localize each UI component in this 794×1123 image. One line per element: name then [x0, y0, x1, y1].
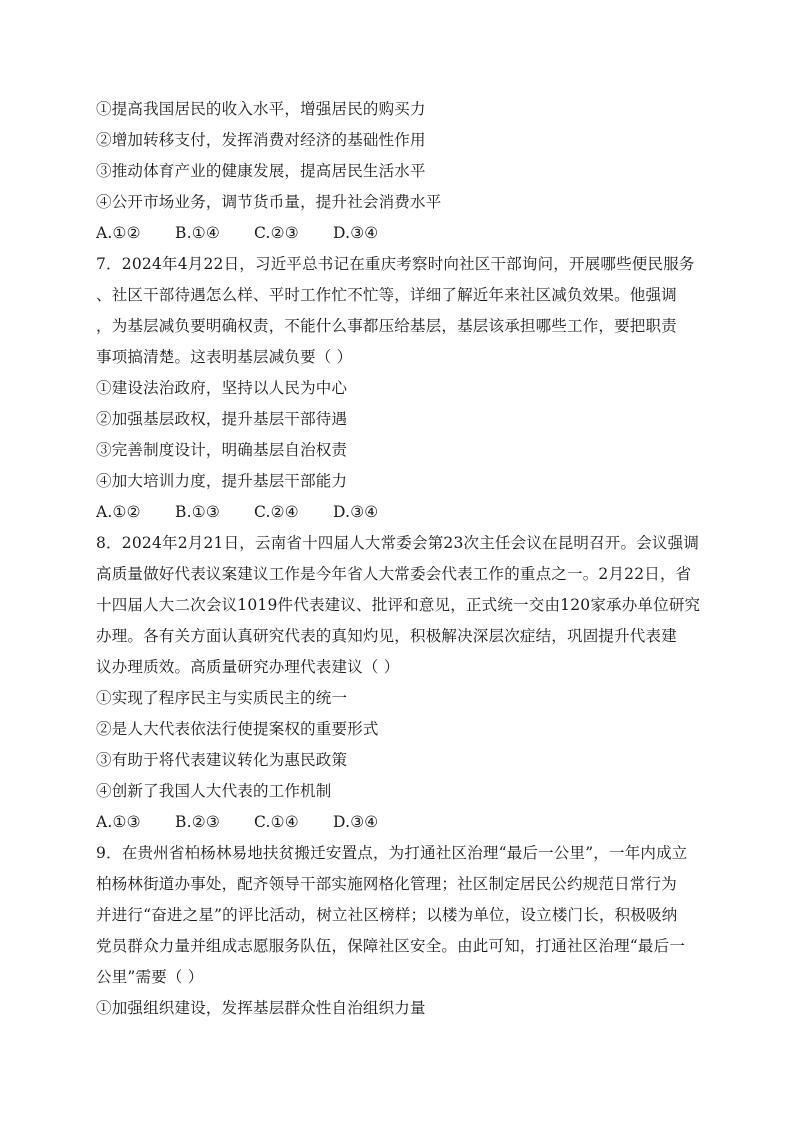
answer-choice-a: A.①③ [96, 813, 141, 831]
answer-choice-b: B.①③ [175, 503, 220, 521]
answer-choice-c: C.②④ [254, 503, 299, 521]
question-stem-line: 十四届人大二次会议1019件代表建议、批评和意见，正式统一交由120家承办单位研究 [96, 596, 701, 614]
question-stem-line: 9．在贵州省柏杨林易地扶贫搬迁安置点，为打通社区治理“最后一公里”，一年内成立 [96, 844, 688, 862]
option-line: ③有助于将代表建议转化为惠民政策 [96, 751, 348, 769]
answer-choice-d: D.③④ [333, 813, 379, 831]
page-content [96, 94, 708, 1024]
option-line: ④加大培训力度，提升基层干部能力 [96, 472, 348, 490]
question-6-options [96, 94, 708, 249]
question-stem-line: 议办理质效。高质量研究办理代表建议（ ） [96, 658, 400, 676]
answer-choice-d: D.③④ [333, 503, 379, 521]
option-line: ②加强基层政权，提升基层干部待遇 [96, 410, 348, 428]
question-stem-line: 公里”需要（ ） [96, 968, 204, 986]
answer-choice-c: C.②③ [254, 224, 299, 242]
question-stem-line: 、社区干部待遇怎么样、平时工作忙不忙等，详细了解近年来社区减负效果。他强调 [96, 286, 677, 304]
question-stem-line: 高质量做好代表议案建议工作是今年省人大常委会代表工作的重点之一。2月22日，省 [96, 565, 692, 583]
answer-choices [96, 807, 708, 838]
option-line: ①加强组织建设，发挥基层群众性自治组织力量 [96, 999, 426, 1017]
answer-choice-b: B.①④ [175, 224, 220, 242]
answer-choices [96, 218, 708, 249]
option-line: ②是人大代表依法行使提案权的重要形式 [96, 720, 379, 738]
answer-choice-a: A.①② [96, 503, 141, 521]
question-7 [96, 249, 708, 528]
answer-choices [96, 497, 708, 528]
option-line: ①提高我国居民的收入水平，增强居民的购买力 [96, 100, 426, 118]
answer-choice-a: A.①② [96, 224, 141, 242]
question-stem-line: 7．2024年4月22日，习近平总书记在重庆考察时向社区干部询问，开展哪些便民服务 [96, 255, 695, 273]
question-stem-line: ，为基层减负要明确权责，不能什么事都压给基层，基层该承担哪些工作，要把职责 [96, 317, 677, 335]
question-stem-line: 事项搞清楚。这表明基层减负要（ ） [96, 348, 353, 366]
option-line: ④公开市场业务，调节货币量，提升社会消费水平 [96, 193, 442, 211]
option-line: ③推动体育产业的健康发展，提高居民生活水平 [96, 162, 426, 180]
question-stem-line: 办理。各有关方面认真研究代表的真知灼见，积极解决深层次症结，巩固提升代表建 [96, 627, 677, 645]
question-8 [96, 528, 708, 838]
option-line: ①实现了程序民主与实质民主的统一 [96, 689, 348, 707]
option-line: ①建设法治政府，坚持以人民为中心 [96, 379, 348, 397]
option-line: ②增加转移支付，发挥消费对经济的基础性作用 [96, 131, 426, 149]
option-line: ③完善制度设计，明确基层自治权责 [96, 441, 348, 459]
option-line: ④创新了我国人大代表的工作机制 [96, 782, 332, 800]
question-stem-line: 党员群众力量并组成志愿服务队伍，保障社区安全。由此可知，打通社区治理“最后一 [96, 937, 686, 955]
answer-choice-d: D.③④ [333, 224, 379, 242]
answer-choice-c: C.①④ [254, 813, 299, 831]
question-stem-line: 并进行“奋进之星”的评比活动，树立社区榜样；以楼为单位，设立楼门长，积极吸纳 [96, 906, 678, 924]
question-stem-line: 柏杨林街道办事处，配齐领导干部实施网格化管理；社区制定居民公约规范日常行为 [96, 875, 677, 893]
question-stem-line: 8．2024年2月21日，云南省十四届人大常委会第23次主任会议在昆明召开。会议强调 [96, 534, 700, 552]
answer-choice-b: B.②③ [175, 813, 220, 831]
question-9 [96, 838, 708, 1024]
